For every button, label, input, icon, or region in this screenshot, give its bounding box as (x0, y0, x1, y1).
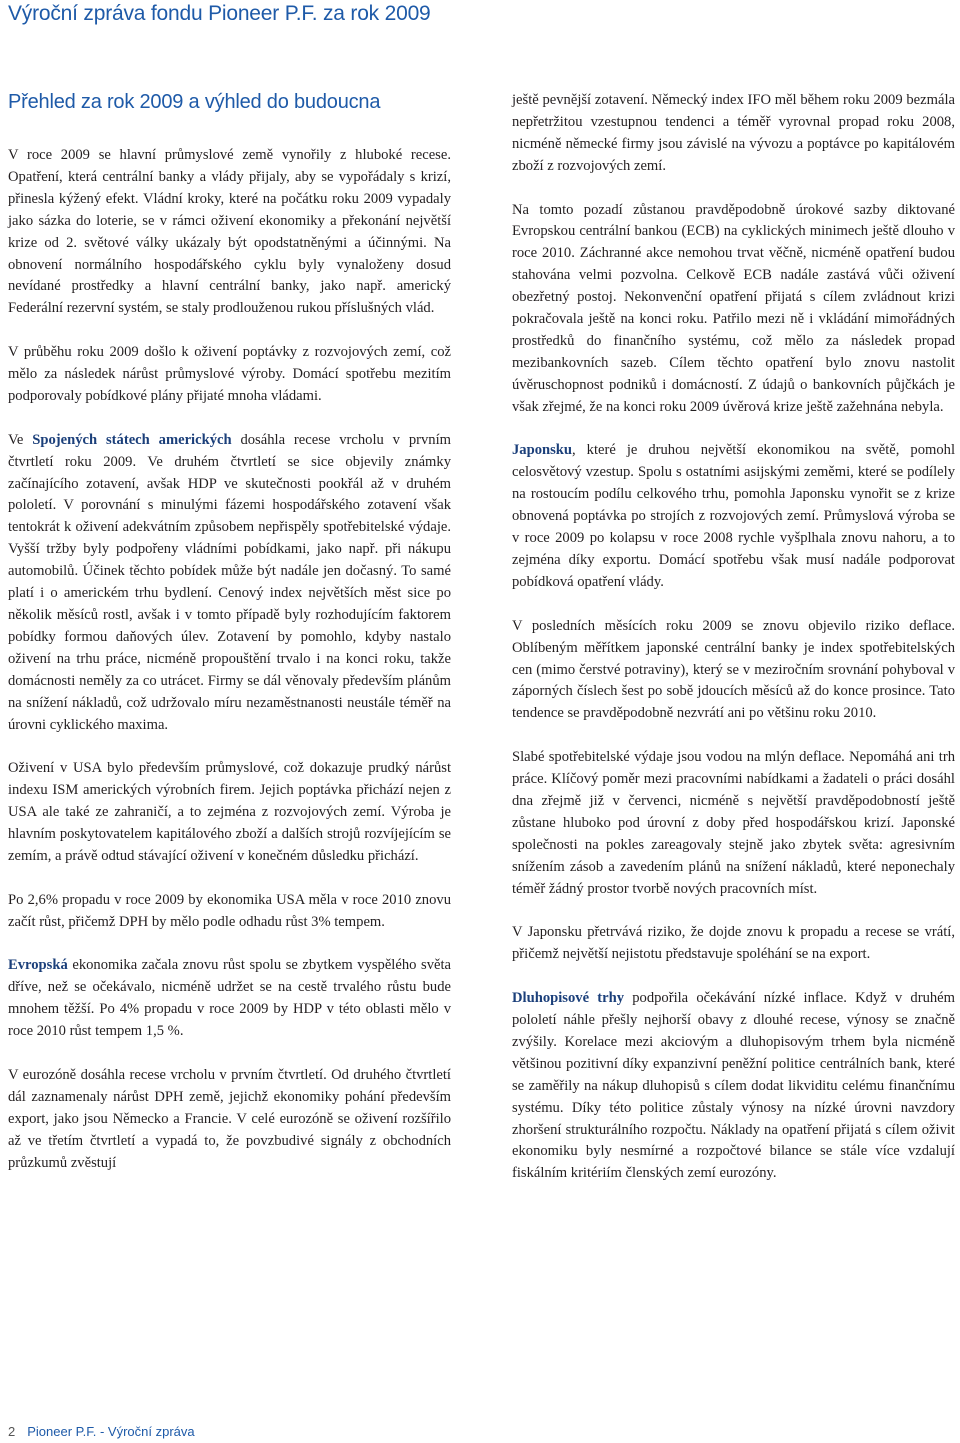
page-number: 2 (8, 1424, 16, 1439)
paragraph: V průběhu roku 2009 došlo k oživení poptávky z rozvojových zemí, což mělo za následek nárůst průmyslové výroby. Domácí spotřebu mezitím podporovaly pobídkové plány přijaté mnoha vládami. (8, 344, 451, 404)
paragraph: V posledních měsících roku 2009 se znovu objevilo riziko deflace. Oblíbeným měřítkem japonské centrální banky je index spotřebitelských cen (mimo čerstvé potraviny), který se v meziročním srovnání pohyboval v záporných číslech šest po sobě jdoucích měsíců až do konce prosince. Tato tendence se pravděpodobně nezvrátí ani po většinu roku 2010. (512, 617, 955, 722)
paragraph: Slabé spotřebitelské výdaje jsou vodou na mlýn deflace. Nepomáhá ani trh práce. Klíčový poměr mezi pracovními nabídkami a žadateli o práci dosáhl dna zřejmě již v červenci, nicméně s největší pravděpodobností ještě zůstane hluboko pod úrovní z doby před hospodářskou krizí. Japonské společnosti na pokles zareagovaly stejně jako zbytek světa: agresivním snížením zásob a zavedením plánů na snížení nákladů, které neponechaly téměř žádný prostor tvorbě nových pracovních míst. (512, 749, 955, 897)
paragraph: V Japonsku přetrvává riziko, že dojde znovu k propadu a recese se vrátí, přičemž největší nejistotu představuje spoléhání se na export. (512, 924, 955, 963)
paragraph-body: dosáhla recese vrcholu v prvním čtvrtletí roku 2009. Ve druhém čtvrtletí se sice objevily známky začínajícího zotavení, avšak HDP ve skutečnosti pookřál až v druhém pololetí. V porovnání s minulými fázemi hospodářského zotavení však tentokrát k oživení adekvátním způsobem nepřispěly spotřebitelské výdaje. Vyšší tržby byly podpořeny vládními pobídkami, jako např. při nákupu automobilů. Účinek těchto pobídek může být nadále jen dočasný. To samé platí i o americkém trhu bydlení. Cenový index největších měst sice po několik měsíců rostl, avšak i v tomto případě byly rozhodujícím faktorem pobídky formou daňových úlev. Zotavení by pomohlo, kdyby nastalo oživení na trhu práce, nicméně propouštění trvalo i na konci roku, takže domácnosti neměly za co utrácet. Firmy se dál věnovaly především plánům na snížení nákladů, což udržovalo míru nezaměstnanosti neustále téměř na úrovni cyklického maxima. (8, 431, 451, 733)
paragraph (512, 440, 955, 593)
paragraph-body: ekonomika začala znovu růst spolu se zbytkem vyspělého světa dříve, než se očekávalo, nicméně udržet se na cestě trvalého růstu bude mnohem těžší. Po 4% propadu v roce 2009 by HDP v této oblasti mělo v roce 2010 růst tempem 1,5 %. (8, 957, 451, 1040)
paragraph-body: podpořila očekávání nízké inflace. Když v druhém pololetí náhle přešly nejhorší obavy z dlouhé recese, výnosy se značně zvýšily. Korelace mezi akciovým a dluhopisovým trhem byla nicméně většinou pozitivní díky expanzivní peněžní politice centrálních bank, které se zaměřily na nákup dluhopisů s cílem dodat likviditu celému finančnímu systému. Díky této politice zůstaly výnosy na nízké úrovni navzdory zhoršení strukturálního rozpočtu. Náklady na opatření přijatá s cílem oživit ekonomiku byly nesmírné a rozpočtové bilance se stále více vzdalují fiskálním kritériím členských zemí eurozóny. (512, 990, 955, 1182)
paragraph-lead-bonds: Dluhopisové trhy (512, 990, 625, 1007)
paragraph: Na tomto pozadí zůstanou pravděpodobně úrokové sazby diktované Evropskou centrální bankou (ECB) na cyklických minimech ještě dlouho v roce 2010. Záchranné akce nemohou trvat věčně, nicméně opatření budou stahována velmi pozvolna. Celkově ECB nadále zastává vůči oživení obezřetný postoj. Nekonvenční opatření přijatá s cílem zvládnout krizi pokračovala ještě na konci roku. Patřilo mezi ně i vkládání mimořádných prostředků do finančního systému, což mělo za následek propad mezibankovních sazeb. Cílem těchto opatření bylo znovu nastolit úvěruschopnost podniků i domácností. Z údajů o bankovních půjčkách je však zřejmé, že na konci roku 2009 úvěrová krize ještě zažehnána nebyla. (512, 201, 955, 415)
paragraph: V eurozóně dosáhla recese vrcholu v prvním čtvrtletí. Od druhého čtvrtletí dál zaznamenaly nárůst DPH země, jejichž ekonomiky pohání především export, jako jsou Německo a Francie. V celé eurozóně se oživení rozšířilo až ve třetím čtvrtletí a vypadá to, že povzbudivé signály z obchodních průzkumů zvěstují (8, 1066, 451, 1171)
paragraph (8, 955, 451, 1043)
paragraph-lead-japan: Japonsku (512, 442, 573, 459)
paragraph (512, 988, 955, 1185)
left-column (8, 145, 451, 1175)
paragraph: ještě pevnější zotavení. Německý index IFO měl během roku 2009 bezmála nepřetržitou vzestupnou tendenci a téměř vyrovnal propad roku 2008, nicméně německé firmy jsou závislé na vývozu a poptávce po kapitálovém zboží z rozvojových zemí. (512, 92, 955, 174)
paragraph (8, 430, 451, 737)
paragraph-body: , které je druhou největší ekonomikou na světě, pomohl celosvětový vzestup. Spolu s ostatními asijskými zeměmi, které se podílely na rostoucím podílu celkového trhu, pomohla Japonsku vynořit se z krize obnovená poptávka po strojích z rozvojových zemí. Průmyslová výroba se v roce 2009 po kolapsu v roce 2008 rychle vyšplhala znovu nahoru, a to zejména díky exportu. Domácí spotřebu však musí nadále podporovat pobídková opatření vlády. (512, 442, 955, 590)
paragraph: V roce 2009 se hlavní průmyslové země vynořily z hluboké recese. Opatření, která centrální banky a vlády přijaly, aby se vypořádaly s krizí, přinesla kýžený efekt. Vládní kroky, které na počátku roku 2009 vypadaly jako sázka do loterie, se v rámci oživení ekonomiky a překonání největší krize od 2. světové války ukázaly být opodstatněnými a účinnými. Na obnovení normálního hospodářského cyklu byly vynaloženy dosud nevídané prostředky a hlavní centrální banky, jako např. americký Federální rezervní systém, se staly prodlouženou rukou příslušných vlád. (8, 147, 451, 317)
paragraph-lead-usa: Spojených státech amerických (32, 431, 232, 448)
right-column (512, 90, 955, 1185)
paragraph-prefix: Ve (8, 431, 33, 448)
footer-publication: Pioneer P.F. - Výroční zpráva (27, 1424, 195, 1439)
paragraph-lead-europe: Evropská (8, 957, 68, 974)
page-footer (8, 1424, 195, 1439)
paragraph: Oživení v USA bylo především průmyslové, což dokazuje prudký nárůst indexu ISM amerických výrobních firem. Jejich poptávka přichází nejen z USA ale také ze zahraničí, a to zejména z rozvojových zemí. Výroba je hlavním poskytovatelem kapitálového zboží a dalších strojů rozvíjejícím se zemím, a právě odtud stávající oživení v konečném důsledku přichází. (8, 760, 451, 864)
running-header: Výroční zpráva fondu Pioneer P.F. za rok 2009 (8, 2, 431, 25)
paragraph: Po 2,6% propadu v roce 2009 by ekonomika USA měla v roce 2010 znovu začít růst, přičemž DPH by mělo podle odhadu růst 3% tempem. (8, 891, 451, 930)
section-title: Přehled za rok 2009 a výhled do budoucna (8, 91, 381, 113)
